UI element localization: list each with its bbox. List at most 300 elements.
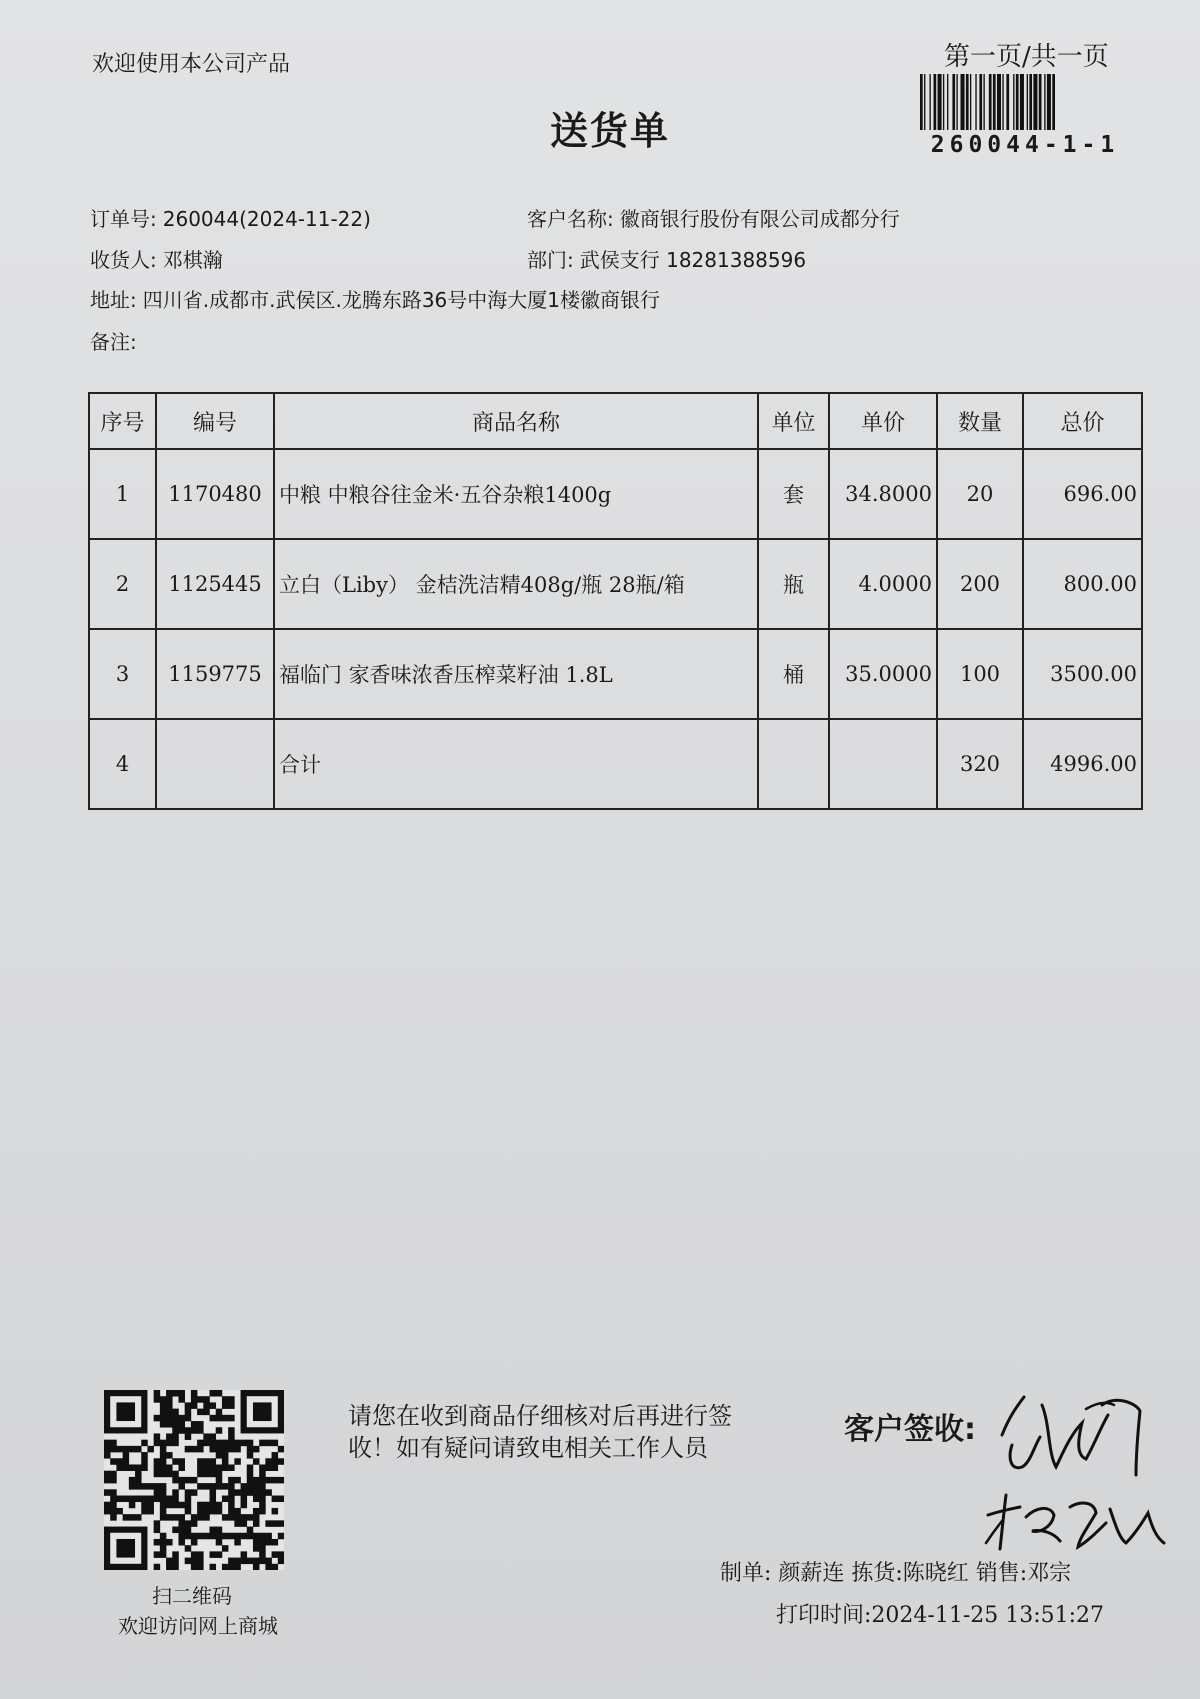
qr-module (253, 1514, 260, 1521)
qr-module (191, 1477, 198, 1484)
welcome-text: 欢迎使用本公司产品 (92, 52, 291, 77)
qr-module (216, 1464, 223, 1471)
cell-index: 4 (89, 719, 156, 809)
qr-module (278, 1496, 284, 1503)
qr-module (154, 1415, 161, 1422)
qr-module (185, 1427, 192, 1434)
qr-module (191, 1520, 198, 1527)
dept-label: 部门: (527, 248, 574, 272)
qr-module (247, 1489, 254, 1496)
qr-module (172, 1458, 179, 1465)
qr-module (166, 1564, 173, 1570)
qr-module (228, 1396, 235, 1403)
page-indicator: 第一页/共一页 (944, 42, 1109, 72)
qr-code-icon[interactable] (104, 1390, 284, 1570)
qr-module (154, 1458, 161, 1465)
qr-module (110, 1489, 117, 1496)
qr-module (185, 1496, 192, 1503)
qr-module (228, 1440, 235, 1447)
qr-module (216, 1452, 223, 1459)
qr-module (135, 1496, 142, 1503)
qr-module (222, 1483, 229, 1490)
qr-module (216, 1551, 223, 1558)
qr-module (172, 1527, 179, 1534)
qr-module (178, 1533, 185, 1540)
cell-grand-total: 4996.00 (1023, 719, 1142, 809)
cell-quantity: 20 (937, 449, 1023, 539)
qr-module (210, 1496, 217, 1503)
cell-total-quantity: 320 (937, 719, 1023, 809)
qr-module (166, 1502, 173, 1509)
qr-module (210, 1483, 217, 1490)
qr-module (129, 1464, 136, 1471)
qr-module (203, 1409, 210, 1416)
qr-module (222, 1514, 229, 1521)
qr-module (160, 1409, 167, 1416)
customer-name (527, 203, 900, 232)
qr-module (247, 1514, 254, 1521)
qr-module (160, 1458, 167, 1465)
qr-module (172, 1551, 179, 1558)
cell-unit: 桶 (758, 629, 829, 719)
qr-module (160, 1508, 167, 1515)
qr-module (278, 1458, 284, 1465)
qr-module (228, 1558, 235, 1565)
qr-module (116, 1458, 123, 1465)
qr-module (203, 1396, 210, 1403)
qr-module (154, 1489, 161, 1496)
address (90, 284, 660, 313)
qr-module (253, 1564, 260, 1570)
qr-module (191, 1402, 198, 1409)
cell-unit: 套 (758, 449, 829, 539)
qr-module (123, 1496, 130, 1503)
qr-module (135, 1514, 142, 1521)
qr-module (160, 1483, 167, 1490)
qr-module (123, 1446, 130, 1453)
qr-module (191, 1539, 198, 1546)
qr-module (147, 1446, 154, 1453)
qr-module (216, 1508, 223, 1515)
qr-module (154, 1564, 161, 1570)
qr-module (216, 1502, 223, 1509)
qr-module (278, 1533, 284, 1540)
qr-module (154, 1496, 161, 1503)
qr-module (191, 1396, 198, 1403)
qr-module (197, 1551, 204, 1558)
qr-module (197, 1440, 204, 1447)
qr-module (253, 1483, 260, 1490)
qr-module (241, 1496, 248, 1503)
receiver-value: 邓棋瀚 (162, 248, 223, 272)
qr-module (216, 1427, 223, 1434)
cell-quantity: 100 (937, 629, 1023, 719)
qr-module (160, 1440, 167, 1447)
address-label: 地址: (90, 288, 137, 312)
cell-code: 1159775 (156, 629, 274, 719)
cell-unit-price: 35.0000 (829, 629, 937, 719)
qr-module (259, 1440, 266, 1447)
remark-label: 备注: (90, 330, 137, 354)
qr-module (185, 1508, 192, 1515)
cell-code (156, 719, 274, 809)
header-index: 序号 (89, 393, 156, 449)
signature-icon-2 (980, 1487, 1170, 1557)
qr-module (135, 1464, 142, 1471)
qr-module (272, 1458, 279, 1465)
qr-module (222, 1452, 229, 1459)
qr-module (234, 1533, 241, 1540)
qr-module (210, 1458, 217, 1465)
qr-module (203, 1402, 210, 1409)
qr-module (228, 1427, 235, 1434)
qr-module (185, 1433, 192, 1440)
qr-module (172, 1440, 179, 1447)
qr-module (185, 1545, 192, 1552)
qr-module (278, 1446, 284, 1453)
qr-module (203, 1508, 210, 1515)
qr-module (154, 1396, 161, 1403)
qr-module (253, 1558, 260, 1565)
cell-index: 1 (89, 449, 156, 539)
qr-module (278, 1558, 284, 1565)
qr-module (191, 1558, 198, 1565)
qr-module (104, 1471, 111, 1478)
qr-module (259, 1502, 266, 1509)
qr-module (185, 1402, 192, 1409)
qr-module (247, 1558, 254, 1565)
qr-module (272, 1452, 279, 1459)
qr-module (253, 1508, 260, 1515)
qr-module (259, 1471, 266, 1478)
qr-module (203, 1458, 210, 1465)
cell-unit-price: 34.8000 (829, 449, 937, 539)
qr-module (222, 1440, 229, 1447)
qr-module (197, 1396, 204, 1403)
qr-module (160, 1421, 167, 1428)
qr-module (129, 1477, 136, 1484)
table-header-row (89, 393, 1142, 449)
qr-module (216, 1539, 223, 1546)
qr-module (129, 1483, 136, 1490)
qr-module (197, 1558, 204, 1565)
qr-module (178, 1421, 185, 1428)
qr-module (141, 1458, 148, 1465)
qr-module (129, 1502, 136, 1509)
qr-module (185, 1409, 192, 1416)
qr-module (216, 1409, 223, 1416)
qr-module (110, 1477, 117, 1484)
qr-module (135, 1446, 142, 1453)
qr-module (259, 1508, 266, 1515)
qr-module (166, 1433, 173, 1440)
qr-module (141, 1502, 148, 1509)
header-total: 总价 (1023, 393, 1142, 449)
qr-module (259, 1464, 266, 1471)
receiver (90, 244, 223, 273)
qr-module (216, 1527, 223, 1534)
qr-module (135, 1471, 142, 1478)
cell-unit-price (829, 719, 937, 809)
qr-module (172, 1477, 179, 1484)
qr-module (160, 1471, 167, 1478)
qr-module (178, 1520, 185, 1527)
qr-module (160, 1514, 167, 1521)
header-product-name: 商品名称 (274, 393, 758, 449)
qr-module (203, 1514, 210, 1521)
qr-module (234, 1508, 241, 1515)
qr-module (141, 1452, 148, 1459)
qr-module (253, 1446, 260, 1453)
cell-unit: 瓶 (758, 539, 829, 629)
qr-module (197, 1471, 204, 1478)
qr-module (178, 1427, 185, 1434)
qr-module (141, 1464, 148, 1471)
qr-module (259, 1558, 266, 1565)
qr-module (203, 1464, 210, 1471)
qr-module (185, 1446, 192, 1453)
qr-module (247, 1471, 254, 1478)
qr-module (191, 1489, 198, 1496)
qr-module (172, 1558, 179, 1565)
address-value: 四川省.成都市.武侯区.龙腾东路36号中海大厦1楼徽商银行 (142, 288, 660, 312)
qr-module (172, 1502, 179, 1509)
qr-module (241, 1440, 248, 1447)
cell-total-label: 合计 (274, 719, 758, 809)
qr-module (222, 1402, 229, 1409)
cell-code: 1125445 (156, 539, 274, 629)
qr-module (110, 1508, 117, 1515)
qr-module (222, 1464, 229, 1471)
cell-product-name: 立白（Liby） 金桔洗洁精408g/瓶 28瓶/箱 (274, 539, 758, 629)
barcode-number: 260044-1-1 (930, 132, 1120, 158)
qr-module (166, 1558, 173, 1565)
qr-module (185, 1415, 192, 1422)
qr-module (172, 1390, 179, 1397)
qr-module (272, 1551, 279, 1558)
qr-module (166, 1396, 173, 1403)
qr-module (191, 1514, 198, 1521)
qr-module (178, 1415, 185, 1422)
qr-module (104, 1477, 111, 1484)
qr-module (160, 1489, 167, 1496)
qr-module (185, 1489, 192, 1496)
qr-module (228, 1533, 235, 1540)
qr-module (129, 1446, 136, 1453)
qr-module (253, 1496, 260, 1503)
cell-total: 696.00 (1023, 449, 1142, 539)
qr-module (265, 1458, 272, 1465)
qr-module (197, 1464, 204, 1471)
qr-module (166, 1471, 173, 1478)
qr-module (160, 1446, 167, 1453)
qr-module (110, 1502, 117, 1509)
qr-module (222, 1396, 229, 1403)
qr-module (160, 1539, 167, 1546)
qr-module (178, 1539, 185, 1546)
qr-module (172, 1496, 179, 1503)
qr-module (216, 1446, 223, 1453)
qr-module (228, 1508, 235, 1515)
qr-module (123, 1452, 130, 1459)
dept-value: 武侯支行 18281388596 (579, 248, 807, 272)
signature-icon (990, 1375, 1150, 1485)
qr-module (253, 1539, 260, 1546)
qr-module (278, 1477, 284, 1484)
table-row (89, 629, 1142, 719)
qr-module (210, 1464, 217, 1471)
qr-module (160, 1396, 167, 1403)
qr-caption-scan: 扫二维码 (152, 1584, 232, 1608)
qr-module (247, 1440, 254, 1447)
qr-module (228, 1514, 235, 1521)
cell-index: 2 (89, 539, 156, 629)
qr-module (129, 1496, 136, 1503)
qr-module (154, 1520, 161, 1527)
qr-module (272, 1496, 279, 1503)
qr-module (259, 1496, 266, 1503)
qr-module (265, 1520, 272, 1527)
qr-module (160, 1533, 167, 1540)
qr-module (272, 1477, 279, 1484)
qr-module (216, 1390, 223, 1397)
qr-module (247, 1446, 254, 1453)
qr-module (197, 1458, 204, 1465)
qr-module (172, 1409, 179, 1416)
qr-module (172, 1471, 179, 1478)
qr-module (247, 1527, 254, 1534)
qr-module (154, 1527, 161, 1534)
qr-module (129, 1514, 136, 1521)
qr-module (228, 1402, 235, 1409)
qr-module (253, 1477, 260, 1484)
cell-index: 3 (89, 629, 156, 719)
qr-module (166, 1402, 173, 1409)
order-label: 订单号: (90, 207, 157, 231)
qr-module (228, 1502, 235, 1509)
qr-module (265, 1489, 272, 1496)
qr-module (154, 1464, 161, 1471)
qr-module (241, 1502, 248, 1509)
qr-module (116, 1496, 123, 1503)
qr-module (234, 1520, 241, 1527)
qr-module (210, 1527, 217, 1534)
qr-module (228, 1446, 235, 1453)
qr-module (216, 1440, 223, 1447)
qr-module (265, 1440, 272, 1447)
qr-module (234, 1539, 241, 1546)
qr-module (278, 1551, 284, 1558)
qr-module (203, 1533, 210, 1540)
qr-module (272, 1520, 279, 1527)
qr-module (116, 1446, 123, 1453)
customer-value: 徽商银行股份有限公司成都分行 (619, 207, 900, 231)
qr-module (172, 1564, 179, 1570)
qr-module (160, 1415, 167, 1422)
qr-module (197, 1508, 204, 1515)
qr-module (178, 1458, 185, 1465)
qr-module (166, 1452, 173, 1459)
qr-module (210, 1402, 217, 1409)
qr-module (154, 1440, 161, 1447)
qr-module (222, 1458, 229, 1465)
qr-module (141, 1483, 148, 1490)
qr-module (241, 1514, 248, 1521)
qr-module (110, 1440, 117, 1447)
qr-module (185, 1520, 192, 1527)
qr-module (234, 1558, 241, 1565)
qr-module (210, 1433, 217, 1440)
qr-module (265, 1539, 272, 1546)
qr-module (228, 1564, 235, 1570)
qr-module (259, 1539, 266, 1546)
qr-module (178, 1464, 185, 1471)
qr-module (253, 1520, 260, 1527)
receiver-label: 收货人: (90, 248, 157, 272)
qr-module (241, 1489, 248, 1496)
header-code: 编号 (156, 393, 274, 449)
qr-module (166, 1409, 173, 1416)
qr-module (278, 1520, 284, 1527)
qr-module (234, 1477, 241, 1484)
qr-module (147, 1508, 154, 1515)
qr-module (172, 1514, 179, 1521)
goods-table (88, 392, 1143, 810)
qr-module (222, 1545, 229, 1552)
qr-module (241, 1483, 248, 1490)
qr-module (178, 1396, 185, 1403)
qr-module (228, 1464, 235, 1471)
qr-module (210, 1446, 217, 1453)
qr-module (160, 1551, 167, 1558)
qr-module (191, 1446, 198, 1453)
qr-module (104, 1508, 111, 1515)
qr-module (197, 1502, 204, 1509)
qr-module (234, 1458, 241, 1465)
qr-module (178, 1527, 185, 1534)
qr-module (203, 1483, 210, 1490)
qr-module (265, 1564, 272, 1570)
qr-module (172, 1427, 179, 1434)
qr-module (228, 1483, 235, 1490)
qr-caption-mall: 欢迎访问网上商城 (118, 1614, 278, 1638)
notice-text: 请您在收到商品仔细核对后再进行签收！如有疑问请致电相关工作人员 (348, 1402, 732, 1462)
cell-code: 1170480 (156, 449, 274, 539)
cell-total: 3500.00 (1023, 629, 1142, 719)
qr-module (210, 1533, 217, 1540)
qr-module (110, 1458, 117, 1465)
qr-module (203, 1433, 210, 1440)
qr-module (154, 1539, 161, 1546)
qr-module (116, 1402, 135, 1421)
qr-module (210, 1471, 217, 1478)
qr-module (216, 1471, 223, 1478)
qr-module (154, 1433, 161, 1440)
qr-module (272, 1464, 279, 1471)
qr-module (247, 1477, 254, 1484)
cell-unit (758, 719, 829, 809)
qr-module (166, 1390, 173, 1397)
qr-module (160, 1545, 167, 1552)
qr-module (228, 1489, 235, 1496)
qr-module (116, 1539, 135, 1558)
qr-module (104, 1446, 111, 1453)
qr-module (110, 1514, 117, 1521)
qr-module (116, 1508, 123, 1515)
qr-module (197, 1421, 204, 1428)
qr-module (110, 1471, 117, 1478)
qr-module (197, 1533, 204, 1540)
